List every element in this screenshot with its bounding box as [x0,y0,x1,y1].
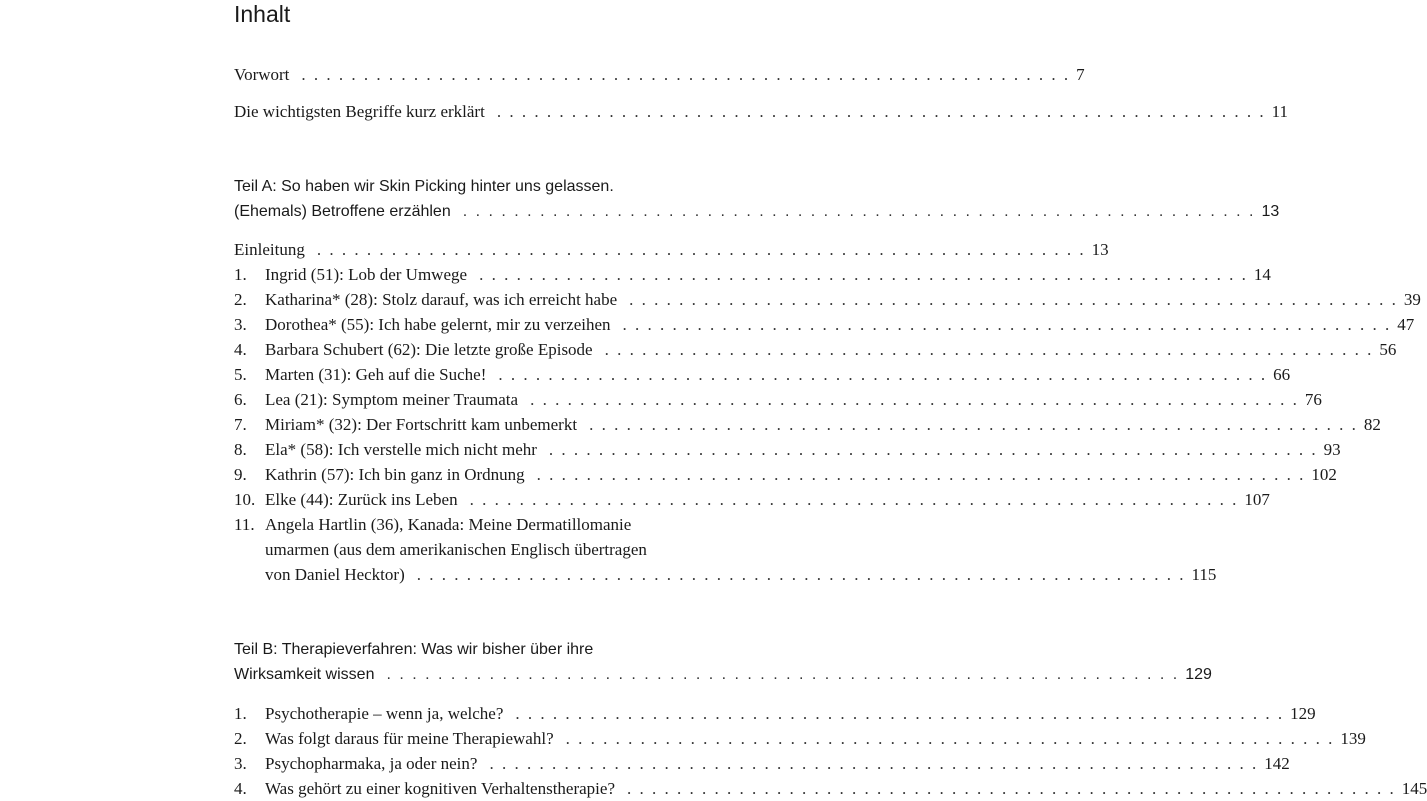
entry-page: 139 [1340,729,1366,748]
dot-leader: . . . . . . . . . . . . . . . . . . . . . . . . . . . . . . . . . . . . . . . . . . . . . . . . . . . . . . . . . . . . . . [496,102,1266,121]
entry-number: 1. [234,265,247,284]
entry-page: 7 [1076,65,1085,84]
dot-leader: . . . . . . . . . . . . . . . . . . . . . . . . . . . . . . . . . . . . . . . . . . . . . . . . . . . . . . . . . . . . . . [479,265,1248,284]
entry-text: Was gehört zu einer kognitiven Verhaltenstherapie? [265,779,615,798]
toc-entry-einleitung[interactable] [234,237,1109,262]
entry-page: 82 [1363,415,1381,434]
entry-page: 76 [1304,390,1322,409]
toc-entry-11[interactable] [234,512,1217,587]
part-a-heading-line1: Teil A: So haben wir Skin Picking hinter uns gelassen. [234,178,614,195]
entry-text: Ela* (58): Ich verstelle mich nicht mehr [265,440,537,459]
part-b-heading-line2: Wirksamkeit wissen [234,666,375,683]
part-a-heading[interactable] [234,174,1280,224]
entry-text: Vorwort [234,65,290,84]
toc-entry[interactable] [234,487,1270,512]
entry-text-line2: umarmen (aus dem amerikanischen Englisch übertragen [265,540,647,559]
part-b-list [234,701,1427,801]
entry-text: Psychotherapie – wenn ja, welche? [265,704,504,723]
entry-text: Miriam* (32): Der Fortschritt kam unbemerkt [265,415,578,434]
entry-number: 6. [234,390,247,409]
entry-page: 13 [1261,203,1280,220]
dot-leader: . . . . . . . . . . . . . . . . . . . . . . . . . . . . . . . . . . . . . . . . . . . . . . . . . . . . . . . . . . . . . . [604,340,1374,359]
toc-entry[interactable] [234,337,1397,362]
entry-number: 2. [234,729,247,748]
entry-page: 145 [1401,779,1427,798]
entry-text: Die wichtigsten Begriffe kurz erklärt [234,102,485,121]
dot-leader: . . . . . . . . . . . . . . . . . . . . . . . . . . . . . . . . . . . . . . . . . . . . . . . . . . . . . . . . . . . . . . [515,704,1285,723]
entry-text: Marten (31): Geh auf die Suche! [265,365,487,384]
entry-page: 56 [1379,340,1397,359]
entry-page: 93 [1323,440,1341,459]
entry-number: 1. [234,704,247,723]
entry-page: 47 [1397,315,1415,334]
dot-leader: . . . . . . . . . . . . . . . . . . . . . . . . . . . . . . . . . . . . . . . . . . . . . . . . . . . . . . . . . . . . . . [316,240,1086,259]
entry-page: 129 [1290,704,1316,723]
entry-page: 39 [1403,290,1421,309]
entry-number: 3. [234,754,247,773]
toc-entry-begriffe[interactable] [234,99,1288,124]
entry-page: 129 [1185,666,1212,683]
part-a-heading-line2: (Ehemals) Betroffene erzählen [234,203,451,220]
entry-number: 10. [234,490,256,509]
entry-page: 14 [1253,265,1271,284]
entry-text: Kathrin (57): Ich bin ganz in Ordnung [265,465,525,484]
entry-number: 11. [234,515,255,534]
dot-leader: . . . . . . . . . . . . . . . . . . . . . . . . . . . . . . . . . . . . . . . . . . . . . . . . . . . . . . . . . . . . . . [498,365,1268,384]
part-b-heading[interactable] [234,637,1212,687]
entry-text: Elke (44): Zurück ins Leben [265,490,458,509]
toc-entry[interactable] [234,312,1415,337]
toc-entry[interactable] [234,751,1290,776]
entry-number: 7. [234,415,247,434]
entry-page: 107 [1244,490,1270,509]
entry-text: Barbara Schubert (62): Die letzte große Episode [265,340,593,359]
toc-entry[interactable] [234,701,1316,726]
dot-leader: . . . . . . . . . . . . . . . . . . . . . . . . . . . . . . . . . . . . . . . . . . . . . . . . . . . . . . . . . . . . . . [589,415,1358,434]
entry-number: 4. [234,340,247,359]
page-title: Inhalt [234,1,291,27]
entry-page: 115 [1191,565,1217,584]
dot-leader: . . . . . . . . . . . . . . . . . . . . . . . . . . . . . . . . . . . . . . . . . . . . . . . . . . . . . . . . . . . . . . [530,390,1299,409]
dot-leader: . . . . . . . . . . . . . . . . . . . . . . . . . . . . . . . . . . . . . . . . . . . . . . . . . . . . . . . . . . . . . . [386,666,1180,683]
entry-page: 102 [1311,465,1337,484]
toc-entry[interactable] [234,412,1381,437]
toc-entry[interactable] [234,262,1271,287]
dot-leader: . . . . . . . . . . . . . . . . . . . . . . . . . . . . . . . . . . . . . . . . . . . . . . . . . . . . . . . . . . . . . . [622,315,1392,334]
dot-leader: . . . . . . . . . . . . . . . . . . . . . . . . . . . . . . . . . . . . . . . . . . . . . . . . . . . . . . . . . . . . . . [469,490,1239,509]
entry-text: Lea (21): Symptom meiner Traumata [265,390,519,409]
entry-page: 13 [1091,240,1109,259]
toc-entry[interactable] [234,287,1421,312]
dot-leader: . . . . . . . . . . . . . . . . . . . . . . . . . . . . . . . . . . . . . . . . . . . . . . . . . . . . . . . . . . . . . . [565,729,1335,748]
toc-entry[interactable] [234,462,1337,487]
dot-leader: . . . . . . . . . . . . . . . . . . . . . . . . . . . . . . . . . . . . . . . . . . . . . . . . . . . . . . . . . . . . . . [536,465,1306,484]
entry-number: 3. [234,315,247,334]
toc-entry[interactable] [234,726,1366,751]
entry-text: Dorothea* (55): Ich habe gelernt, mir zu verzeihen [265,315,611,334]
dot-leader: . . . . . . . . . . . . . . . . . . . . . . . . . . . . . . . . . . . . . . . . . . . . . . . . . . . . . . . . . . . . . . [548,440,1318,459]
toc-entry[interactable] [234,387,1322,412]
entry-text-line3: von Daniel Hecktor) [265,565,405,584]
entry-page: 11 [1271,102,1288,121]
entry-text-line1: Angela Hartlin (36), Kanada: Meine Dermatillomanie [265,515,632,534]
entry-number: 5. [234,365,247,384]
dot-leader: . . . . . . . . . . . . . . . . . . . . . . . . . . . . . . . . . . . . . . . . . . . . . . . . . . . . . . . . . . . . . . [416,565,1186,584]
entry-number: 2. [234,290,247,309]
entry-text: Was folgt daraus für meine Therapiewahl? [265,729,554,748]
toc-entry[interactable] [234,776,1427,801]
entry-page: 66 [1273,365,1291,384]
toc-entry[interactable] [234,437,1341,462]
entry-text: Psychopharmaka, ja oder nein? [265,754,478,773]
dot-leader: . . . . . . . . . . . . . . . . . . . . . . . . . . . . . . . . . . . . . . . . . . . . . . . . . . . . . . . . . . . . . . [627,779,1396,798]
entry-text: Einleitung [234,240,305,259]
dot-leader: . . . . . . . . . . . . . . . . . . . . . . . . . . . . . . . . . . . . . . . . . . . . . . . . . . . . . . . . . . . . . . [629,290,1398,309]
toc-entry[interactable] [234,362,1291,387]
part-a-list [234,262,1421,587]
entry-text: Ingrid (51): Lob der Umwege [265,265,468,284]
entry-text: Katharina* (28): Stolz darauf, was ich erreicht habe [265,290,618,309]
entry-page: 142 [1264,754,1290,773]
dot-leader: . . . . . . . . . . . . . . . . . . . . . . . . . . . . . . . . . . . . . . . . . . . . . . . . . . . . . . . . . . . . . . [462,203,1256,220]
dot-leader: . . . . . . . . . . . . . . . . . . . . . . . . . . . . . . . . . . . . . . . . . . . . . . . . . . . . . . . . . . . . . . [489,754,1259,773]
part-b-heading-line1: Teil B: Therapieverfahren: Was wir bisher über ihre [234,641,594,658]
entry-number: 4. [234,779,247,798]
entry-number: 9. [234,465,247,484]
dot-leader: . . . . . . . . . . . . . . . . . . . . . . . . . . . . . . . . . . . . . . . . . . . . . . . . . . . . . . . . . . . . . . [301,65,1071,84]
entry-number: 8. [234,440,247,459]
toc-entry-vorwort[interactable] [234,62,1085,87]
